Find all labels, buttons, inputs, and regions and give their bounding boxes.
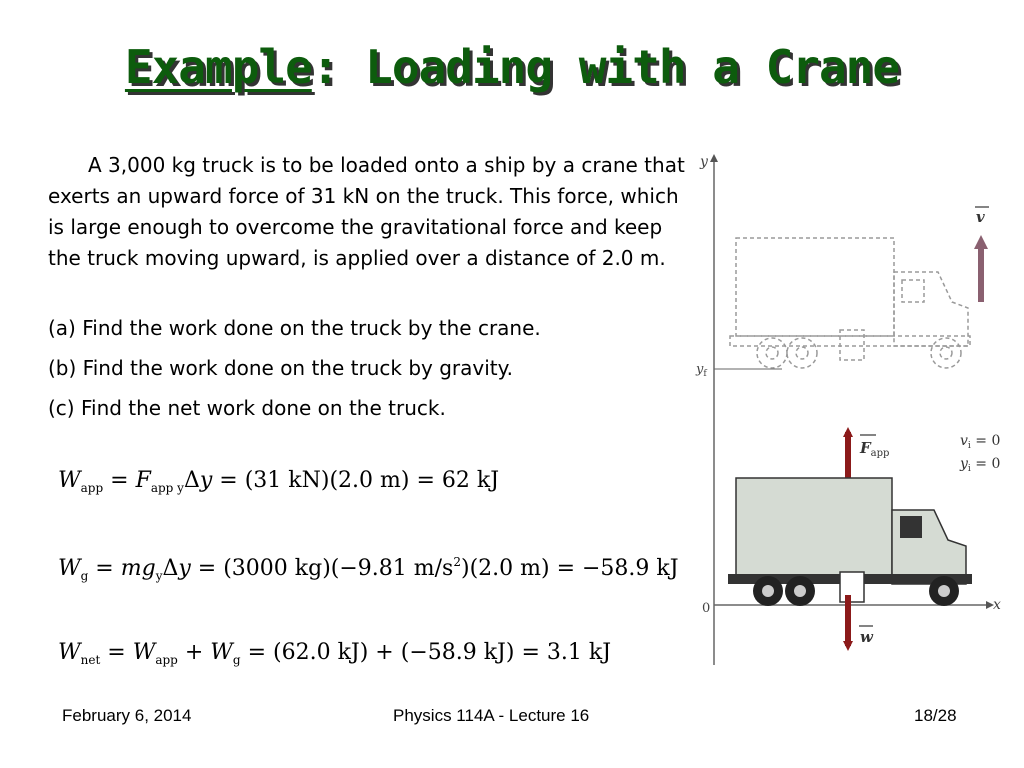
- slide-title: [0, 40, 1024, 94]
- equation-work-net: $W_{net} = W_{app} + W_g = (62.0$ kJ) + (−58.9 kJ) = 3.1 kJ: [58, 640, 612, 667]
- x-axis-label: x: [993, 597, 1001, 613]
- weight-label: w: [860, 628, 873, 646]
- vi-label: $v_i = 0$: [960, 433, 1001, 451]
- problem-statement: [48, 150, 688, 274]
- y-axis-label: y: [700, 154, 708, 170]
- footer-date: February 6, 2014: [62, 706, 192, 725]
- yi-label: $y_i = 0$: [960, 456, 1001, 474]
- part-c: (c) Find the net work done on the truck.: [48, 396, 446, 420]
- yf-label: $y_f$: [696, 362, 707, 379]
- origin-label: 0: [702, 601, 711, 616]
- footer-page-number: 18/28: [914, 706, 957, 725]
- title-underlined-word: Example: [124, 40, 312, 94]
- equation-work-applied: $W_{app} = F_{app y}\Delta y = (31$ kN)(2.0 m) = 62 kJ: [58, 468, 500, 495]
- equation-work-gravity: $W_g = mg_y\Delta y = (3000$ kg)(−9.81 $m/s^2)(2.0$ m) = −58.9 kJ: [58, 555, 679, 583]
- title-rest: : Loading with a Crane: [311, 40, 900, 94]
- applied-force-label: $F_{app}$: [860, 439, 890, 459]
- part-b: (b) Find the work done on the truck by gravity.: [48, 356, 513, 380]
- velocity-label: v: [976, 208, 985, 226]
- crane-truck-figure: [690, 150, 1010, 675]
- footer-course: Physics 114A - Lecture 16: [393, 706, 590, 725]
- part-a: (a) Find the work done on the truck by the crane.: [48, 316, 541, 340]
- problem-text: A 3,000 kg truck is to be loaded onto a ship by a crane that exerts an upward force of 31 kN on the truck. This force, which is large enough to overcome the gravitational force and keep the truck moving upward, is applied over a distance of 2.0 m.: [48, 153, 685, 270]
- truck-initial: [728, 478, 972, 606]
- truck-final-dashed: [730, 238, 970, 368]
